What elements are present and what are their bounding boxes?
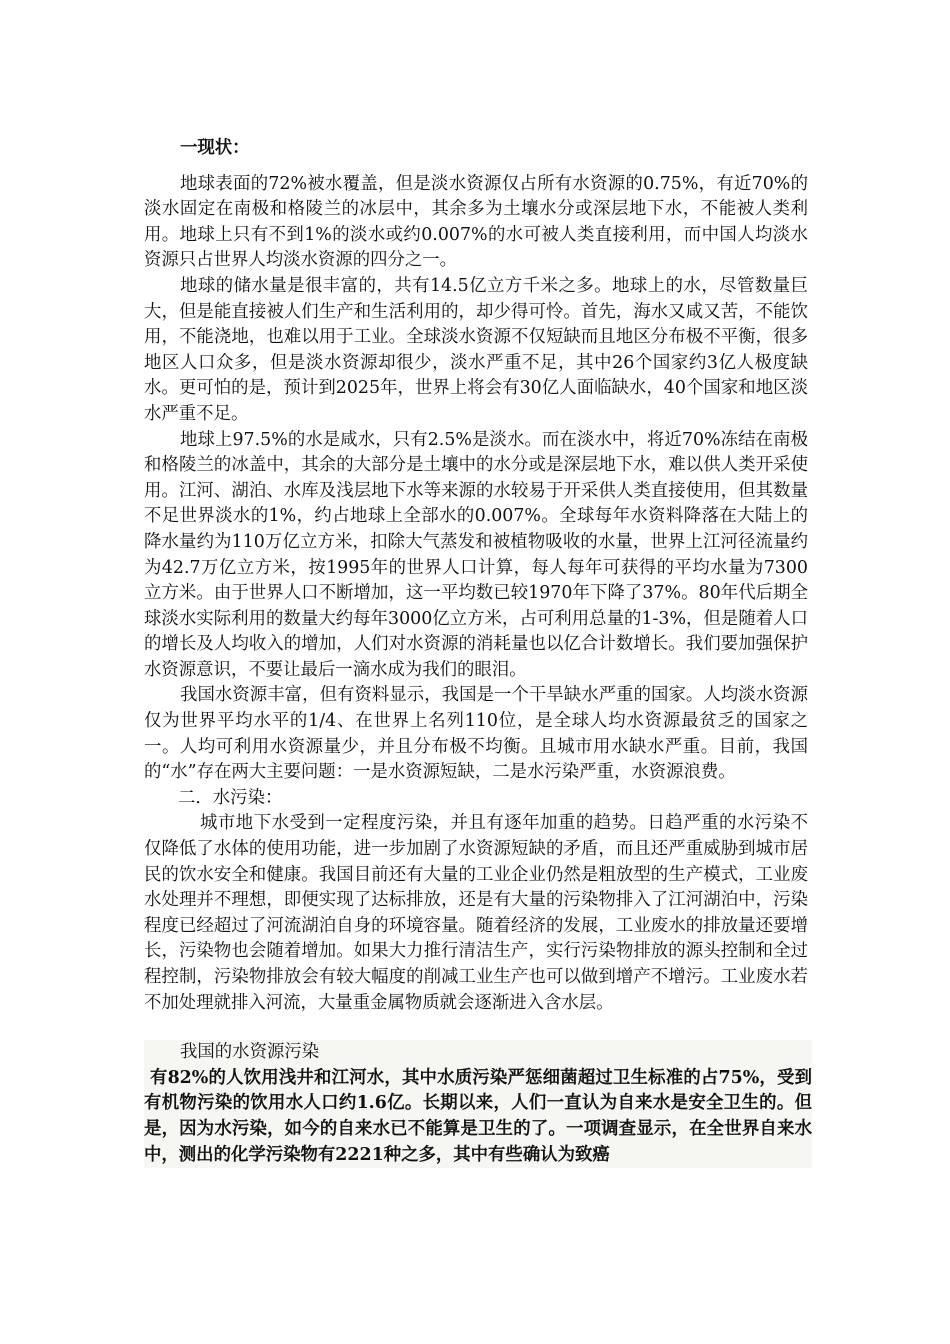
shaded-excerpt-title: 我国的水资源污染 (180, 1042, 320, 1063)
paragraph-china-water: 我国水资源丰富，但有资料显示，我国是一个干旱缺水严重的国家。人均淡水资源仅为世界平均水平的1/4、在世界上名列110位，是全球人均水资源最贫乏的国家之一。人均可利用水资源量少，并且分布极不均衡。且城市用水缺水严重。目前，我国的“水”存在两大主要问题：一是水资源短缺，二是水污染严重，水资源浪费。 (144, 685, 808, 783)
paragraph-water-storage: 地球的储水量是很丰富的，共有14.5亿立方千米之多。地球上的水，尽管数量巨大，但是能直接被人们生产和生活利用的，却少得可怜。首先，海水又咸又苦，不能饮用，不能浇地，也难以用于工业。全球淡水资源不仅短缺而且地区分布极不平衡，很多地区人口众多，但是淡水资源却很少，淡水严重不足，其中26个国家约3亿人极度缺水。更可怕的是，预计到2025年，世界上将会有30亿人面临缺水，40个国家和地区淡水严重不足。 (144, 275, 808, 424)
paragraph-saltwater-freshwater: 地球上97.5%的水是咸水，只有2.5%是淡水。而在淡水中，将近70%冻结在南极和格陵兰的冰盖中，其余的大部分是土壤中的水分或是深层地下水，难以供人类开采使用。江河、湖泊、水库及浅层地下水等来源的水较易于开采供人类直接使用，但其数量不足世界淡水的1%，约占地球上全部水的0.007%。全球每年水资料降落在大陆上的降水量约为110万亿立方米，扣除大气蒸发和被植物吸收的水量，世界上江河径流量约为42.7万亿立方米，按1995年的世界人口计算，每人每年可获得的平均水量为7300立方米。由于世界人口不断增加，这一平均数已较1970年下降了37%。80年代后期全球淡水实际利用的数量大约每年3000亿立方米，占可利用总量的1-3%，但是随着人口的增长及人均收入的增加，人们对水资源的消耗量也以亿合计数增长。我们要加强保护水资源意识，不要让最后一滴水成为我们的眼泪。 (144, 429, 808, 680)
section-heading-status: 一现状： (180, 138, 250, 158)
paragraph-groundwater-pollution: 城市地下水受到一定程度污染，并且有逐年加重的趋势。日趋严重的水污染不仅降低了水体的使用功能，进一步加剧了水资源短缺的矛盾，而且还严重威胁到城市居民的饮水安全和健康。我国目前还有大量的工业企业仍然是粗放型的生产模式，工业废水处理并不理想，即便实现了达标排放，还是有大量的污染物排入了江河湖泊中，污染程度已经超过了河流湖泊自身的环境容量。随着经济的发展，工业废水的排放量还要增长，污染物也会随着增加。如果大力推行清洁生产，实行污染物排放的源头控制和全过程控制，污染物排放会有较大幅度的削减工业生产也可以做到增产不增污。工业废水若不加处理就排入河流，大量重金属物质就会逐渐进入含水层。 (144, 813, 808, 1013)
paragraph-water-coverage: 地球表面的72%被水覆盖，但是淡水资源仅占所有水资源的0.75%，有近70%的淡水固定在南极和格陵兰的冰层中，其余多为土壤水分或深层地下水，不能被人类利用。地球上只有不到1%的淡水或约0.007%的水可被人类直接利用，而中国人均淡水资源只占世界人均淡水资源的四分之一。 (144, 173, 808, 271)
shaded-excerpt (144, 1040, 812, 1168)
paragraph-spacer (144, 1016, 808, 1040)
document-page (144, 136, 812, 1168)
shaded-excerpt-body: 有82%的人饮用浅井和江河水，其中水质污染严惩细菌超过卫生标准的占75%，受到有机物污染的饮用水人口约1.6亿。长期以来，人们一直认为自来水是安全卫生的。但是，因为水污染，如今的自来水已不能算是卫生的了。一项调查显示，在全世界自来水中，测出的化学污染物有2221种之多，其中有些确认为致癌 (144, 1067, 812, 1165)
section-heading-pollution: 二．水污染： (178, 787, 283, 808)
